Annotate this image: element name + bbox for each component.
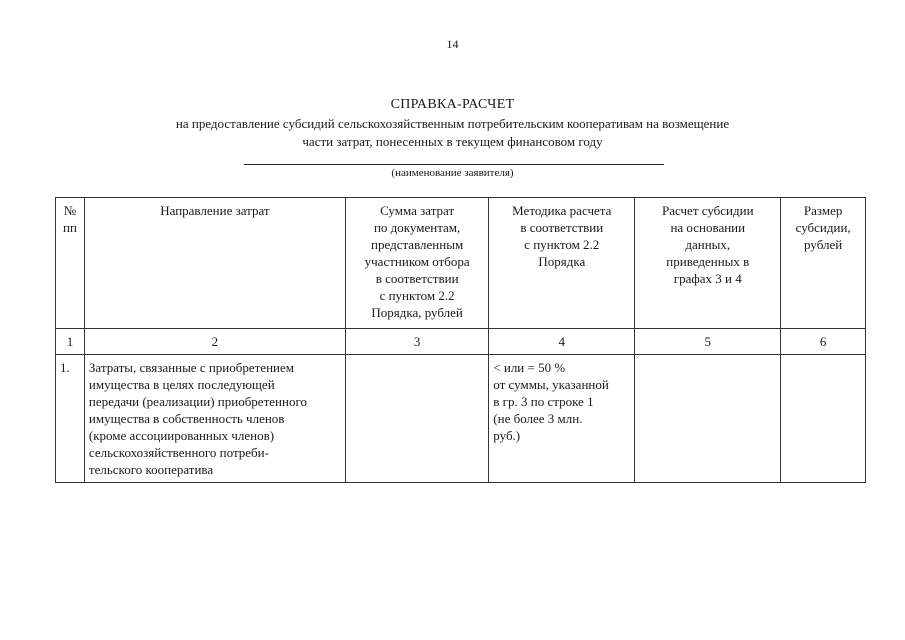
column-number: 1 [56,329,85,355]
document-subtitle: на предоставление субсидий сельскохозяйственным потребительским кооперативам на возмещение части затрат, понесенных в текущем финансовом году [175,116,730,149]
row-number: 1. [56,355,85,483]
column-number-row [56,329,866,355]
header-direction: Направление затрат [84,198,345,329]
row-method: < или = 50 % от суммы, указанной в гр. 3 по строке 1 (не более 3 млн. руб.) [489,355,635,483]
column-number: 5 [635,329,781,355]
header-size: Размер субсидии, рублей [781,198,866,329]
header-method: Методика расчета в соответствии с пунктом 2.2 Порядка [489,198,635,329]
applicant-name-line [244,164,664,165]
row-sum [345,355,488,483]
column-number: 6 [781,329,866,355]
calculation-table [55,197,866,483]
page-number: 14 [446,37,459,51]
row-size [781,355,866,483]
column-number: 2 [84,329,345,355]
column-number: 3 [345,329,488,355]
header-sum: Сумма затрат по документам, представленным участником отбора в соответствии с пунктом 2.2 Порядка, рублей [345,198,488,329]
table-header-row [56,198,866,329]
document-title: СПРАВКА-РАСЧЕТ [390,97,515,112]
applicant-caption: (наименование заявителя) [391,167,514,179]
row-direction: Затраты, связанные с приобретением имущества в целях последующей передачи (реализации) приобретенного имущества в собственность членов (кроме ассоциированных членов) сельскохозяйственного потреби- тельского кооператива [84,355,345,483]
column-number: 4 [489,329,635,355]
row-calculation [635,355,781,483]
table-row [56,355,866,483]
header-number: № пп [56,198,85,329]
header-calculation: Расчет субсидии на основании данных, приведенных в графах 3 и 4 [635,198,781,329]
